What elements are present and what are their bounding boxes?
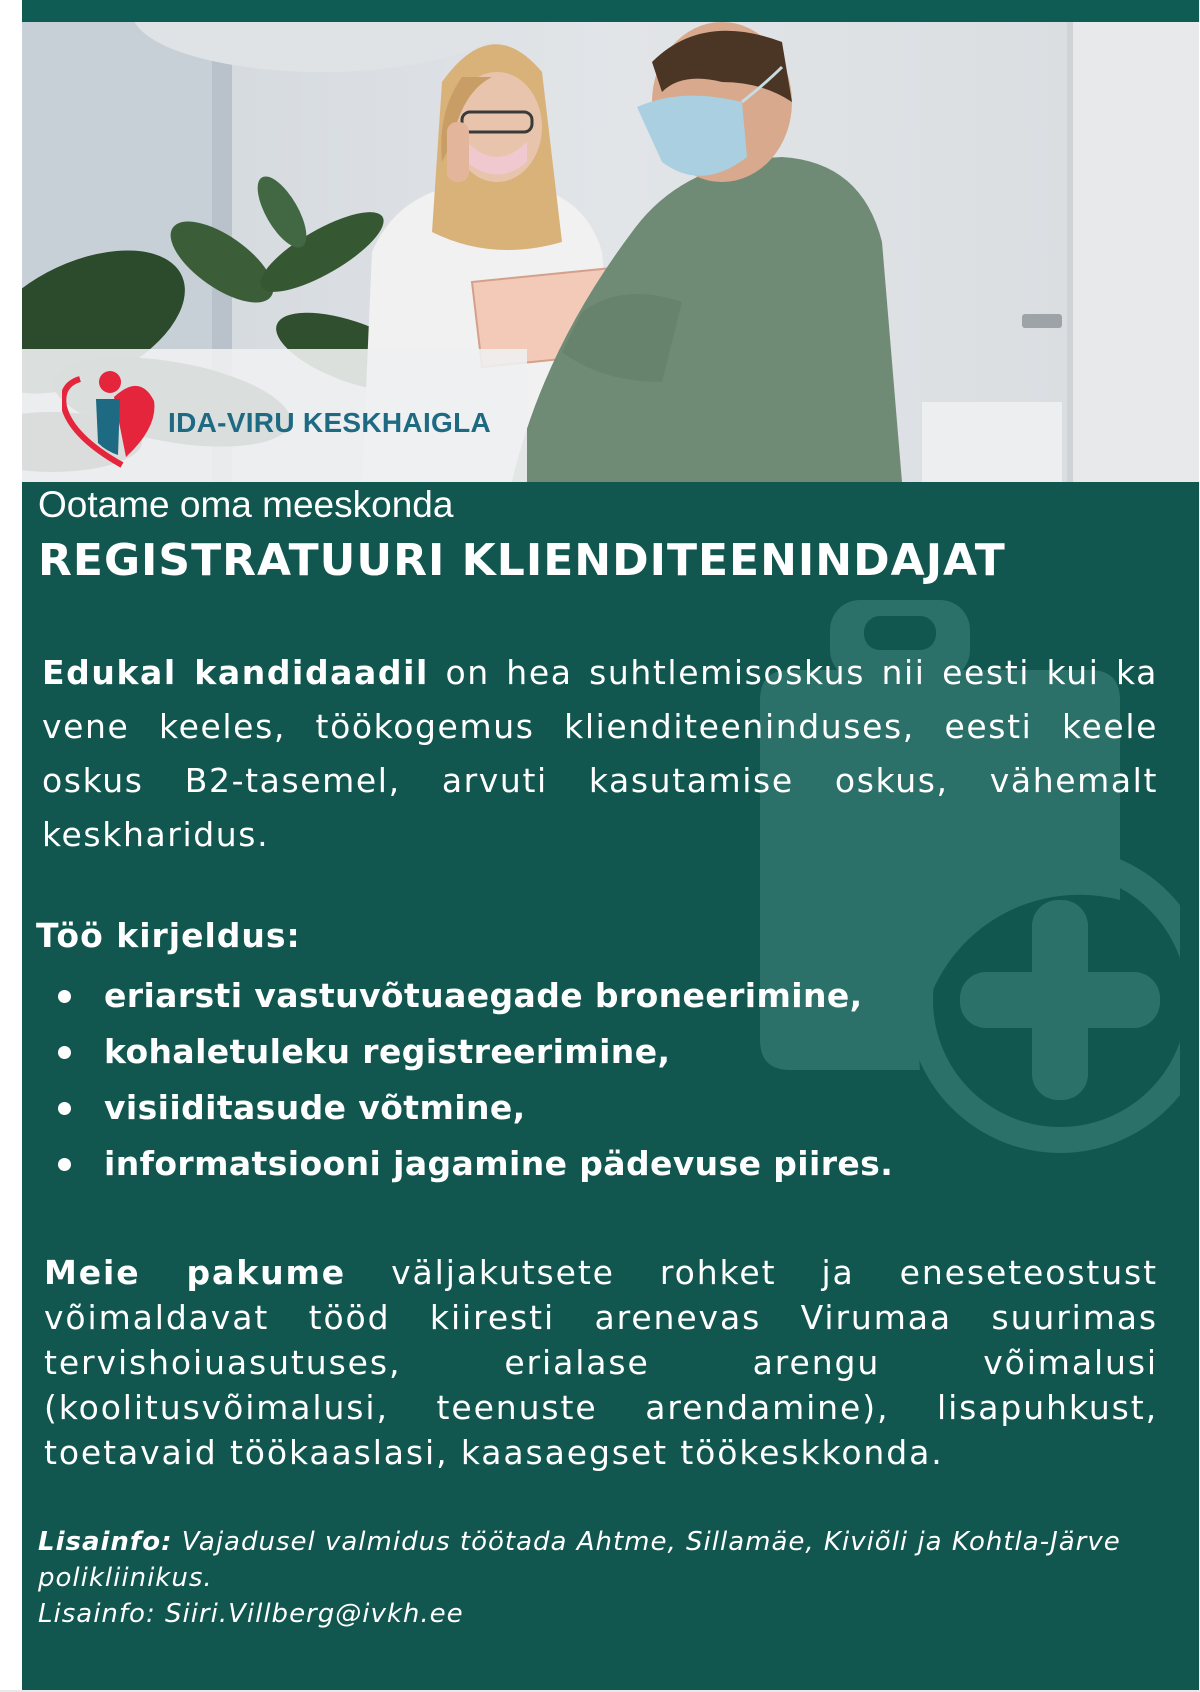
list-item: eriarsti vastuvõtuaegade broneerimine,: [36, 968, 893, 1024]
duties-title: Töö kirjeldus:: [36, 916, 301, 955]
requirements-paragraph: [42, 646, 1158, 862]
job-title: REGISTRATUURI KLIENDITEENINDAJAT: [38, 535, 1006, 586]
bullet-icon: [58, 1102, 71, 1115]
logo-banner: [22, 349, 527, 482]
list-item: visiiditasude võtmine,: [36, 1080, 893, 1136]
info-line: [38, 1524, 1168, 1596]
requirements-text: on hea suhtlemisoskus nii eesti kui ka vene keeles, töökogemus klienditeeninduses, eesti keele oskus B2-tasemel, arvuti kasutamise oskus, vähemalt keskharidus.: [42, 653, 1158, 854]
offer-text: väljakutsete rohket ja eneseteostust võimaldavat tööd kiiresti arenevas Virumaa suurimas tervishoiuasutuses, erialase arengu võimalusi (koolitusvõimalusi, teenuste arendamine), lisapuhkust, toetavaid töökaaslasi, kaasaegset töökeskkonda.: [44, 1253, 1158, 1472]
top-border: [0, 0, 1200, 22]
list-item: informatsiooni jagamine pädevuse piires.: [36, 1136, 893, 1192]
duties-list: [36, 968, 893, 1192]
info-text: Vajadusel valmidus töötada Ahtme, Sillamäe, Kiviõli ja Kohtla-Järve polikliinikus.: [38, 1527, 1121, 1593]
list-item: kohaletuleku registreerimine,: [36, 1024, 893, 1080]
additional-info: [38, 1524, 1168, 1632]
requirements-lead: Edukal kandidaadil: [42, 653, 429, 692]
offer-lead: Meie pakume: [44, 1253, 347, 1292]
left-border: [0, 0, 22, 1692]
org-name: IDA-VIRU KESKHAIGLA: [168, 407, 492, 438]
intro-line: Ootame oma meeskonda: [38, 484, 454, 525]
info-label: Lisainfo:: [38, 1527, 173, 1557]
contact-email[interactable]: Lisainfo: Siiri.Villberg@ivkh.ee: [38, 1599, 464, 1629]
bullet-icon: [58, 1158, 71, 1171]
bullet-icon: [58, 990, 71, 1003]
offer-paragraph: [44, 1250, 1158, 1475]
ida-viru-keskhaigla-logo-icon: [62, 367, 162, 473]
bullet-icon: [58, 1046, 71, 1059]
